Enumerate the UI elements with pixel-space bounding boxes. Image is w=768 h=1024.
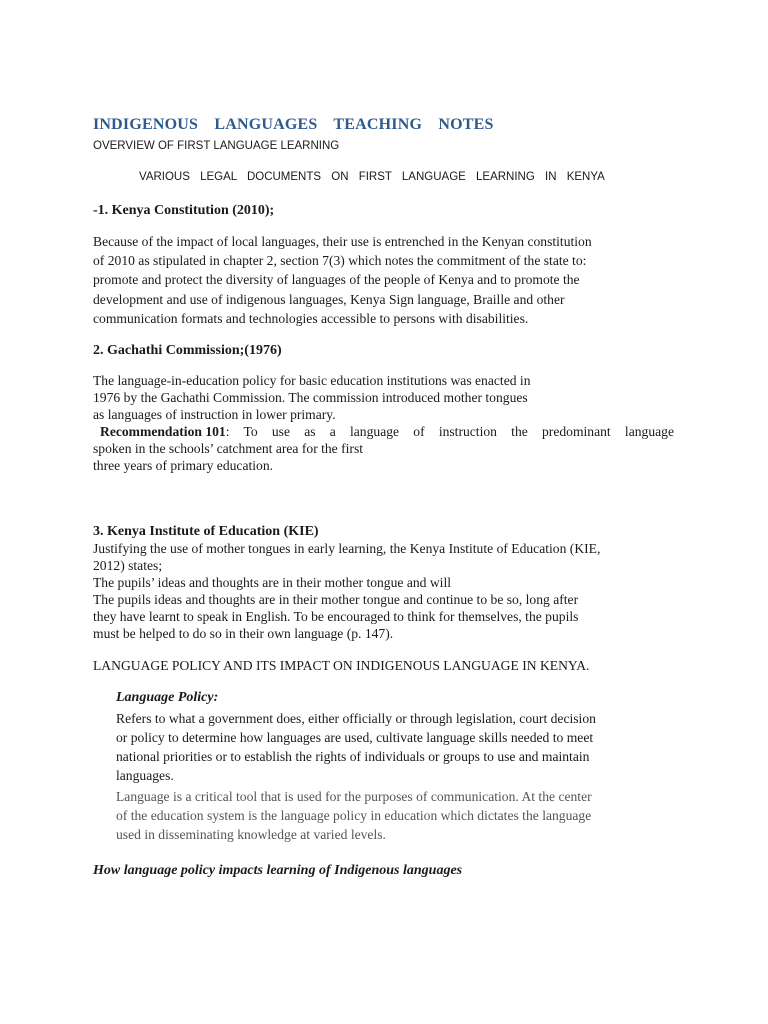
recommendation-text: : To use as a language of instruction the predominant language (225, 424, 674, 439)
policy-crit-line: used in disseminating knowledge at varied levels. (116, 827, 386, 842)
s1-line: development and use of indigenous languages, Kenya Sign language, Braille and other (93, 292, 565, 307)
policy-def-line: national priorities or to establish the rights of individuals or groups to use and maintain (116, 749, 590, 764)
recommendation-line (100, 424, 674, 440)
policy-def-line: languages. (116, 768, 174, 783)
policy-crit-line: of the education system is the language policy in education which dictates the language (116, 808, 592, 823)
impact-heading: How language policy impacts learning of Indigenous languages (93, 863, 463, 878)
section-2-heading: 2. Gachathi Commission;(1976) (93, 343, 282, 358)
s3-line: The pupils ideas and thoughts are in their mother tongue and continue to be so, long after (93, 592, 579, 607)
s3-line: must be helped to do so in their own language (p. 147). (93, 626, 394, 641)
s1-line: of 2010 as stipulated in chapter 2, section 7(3) which notes the commitment of the state to: (93, 253, 587, 268)
section-intro-heading: VARIOUS LEGAL DOCUMENTS ON FIRST LANGUAGE LEARNING IN KENYA (139, 171, 605, 183)
section-1-heading: -1. Kenya Constitution (2010); (93, 203, 275, 218)
policy-def-line: or policy to determine how languages are used, cultivate language skills needed to meet (116, 730, 594, 745)
document-subtitle: OVERVIEW OF FIRST LANGUAGE LEARNING (93, 140, 340, 152)
document-title: INDIGENOUS LANGUAGES TEACHING NOTES (93, 116, 494, 133)
s3-line: 2012) states; (93, 558, 163, 573)
s3-line: The pupils’ ideas and thoughts are in their mother tongue and will (93, 575, 452, 590)
s2-line: spoken in the schools’ catchment area for the first (93, 441, 364, 456)
policy-subheading: Language Policy: (116, 690, 219, 705)
policy-heading: LANGUAGE POLICY AND ITS IMPACT ON INDIGENOUS LANGUAGE IN KENYA. (93, 658, 590, 673)
s2-line: as languages of instruction in lower primary. (93, 407, 336, 422)
s1-line: promote and protect the diversity of languages of the people of Kenya and to promote the (93, 272, 580, 287)
section-3-heading: 3. Kenya Institute of Education (KIE) (93, 524, 319, 539)
s2-line: three years of primary education. (93, 458, 274, 473)
recommendation-label: Recommendation 101 (100, 424, 226, 439)
s1-line: communication formats and technologies accessible to persons with disabilities. (93, 311, 529, 326)
policy-def-line: Refers to what a government does, either officially or through legislation, court decision (116, 711, 596, 726)
policy-crit-line: Language is a critical tool that is used for the purposes of communication. At the center (116, 789, 592, 804)
s2-line: The language-in-education policy for basic education institutions was enacted in (93, 373, 531, 388)
s1-line: Because of the impact of local languages, their use is entrenched in the Kenyan constitution (93, 234, 592, 249)
s3-line: Justifying the use of mother tongues in early learning, the Kenya Institute of Education (KIE, (93, 541, 601, 556)
s2-line: 1976 by the Gachathi Commission. The commission introduced mother tongues (93, 390, 528, 405)
s3-line: they have learnt to speak in English. To be encouraged to think for themselves, the pupils (93, 609, 579, 624)
